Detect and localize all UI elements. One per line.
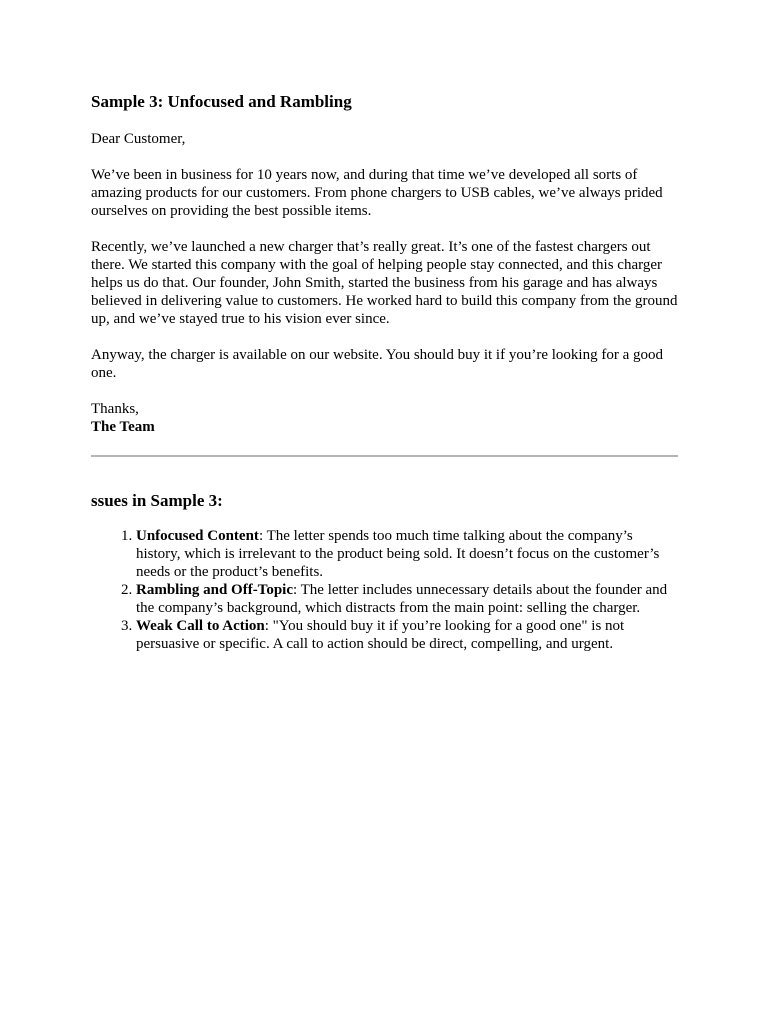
issue-text-3: : "You should buy it if you’re looking for a good one" is not persuasive or specific. A call to action should be direct, compelling, and urgent. <box>136 618 625 652</box>
closing-line: Thanks, <box>91 401 139 417</box>
issues-list <box>91 527 678 653</box>
issue-label-2: Rambling and Off-Topic <box>136 582 293 598</box>
issue-item-1 <box>136 527 678 581</box>
greeting: Dear Customer, <box>91 131 186 147</box>
section-divider <box>91 455 678 457</box>
body-paragraph-1: We’ve been in business for 10 years now, and during that time we’ve developed all sorts of amazing products for our customers. From phone chargers to USB cables, we’ve always prided ourselves on providing the best possible items. <box>91 167 663 219</box>
issue-label-1: Unfocused Content <box>136 528 259 544</box>
sign-off <box>91 400 678 436</box>
issue-text-1: : The letter spends too much time talking about the company’s history, which is irrelevant to the product being sold. It doesn’t focus on the customer’s needs or the product’s benefits. <box>136 528 660 580</box>
sample-title: Sample 3: Unfocused and Rambling <box>91 92 352 111</box>
issue-text-2: : The letter includes unnecessary details about the founder and the company’s background, which distracts from the main point: selling the charger. <box>136 582 668 616</box>
signature: The Team <box>91 419 155 435</box>
issue-item-3 <box>136 617 678 653</box>
body-paragraph-2: Recently, we’ve launched a new charger that’s really great. It’s one of the fastest chargers out there. We started this company with the goal of helping people stay connected, and this charger helps us do that. Our founder, John Smith, started the business from his garage and has always believed in delivering value to customers. He worked hard to build this company from the ground up, and we’ve stayed true to his vision ever since. <box>91 239 678 327</box>
issue-label-3: Weak Call to Action <box>136 618 265 634</box>
issue-item-2 <box>136 581 678 617</box>
body-paragraph-3: Anyway, the charger is available on our website. You should buy it if you’re looking for a good one. <box>91 347 663 381</box>
issues-heading: ssues in Sample 3: <box>91 491 223 510</box>
